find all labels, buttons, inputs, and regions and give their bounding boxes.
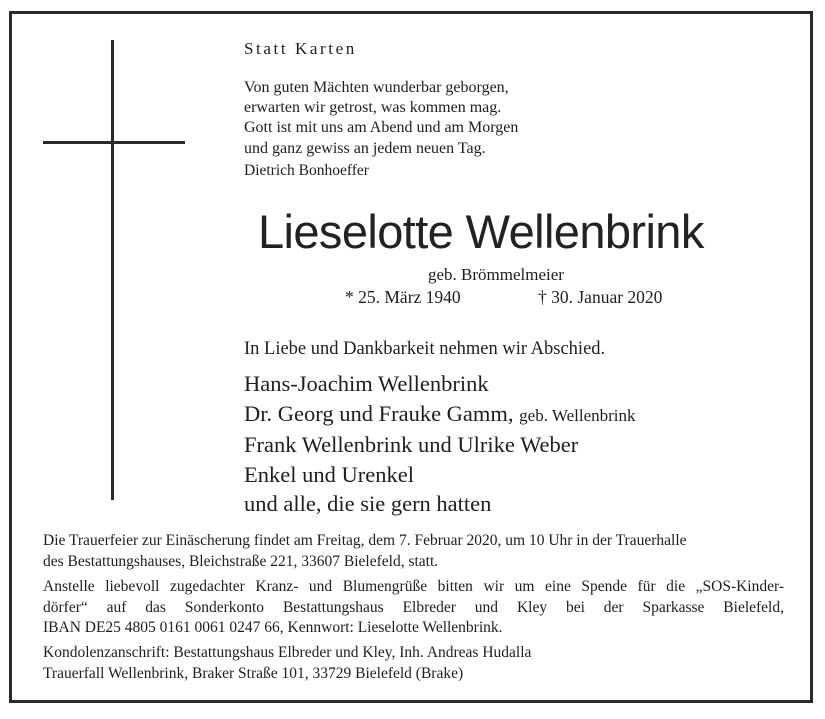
mourner-line: und alle, die sie gern hatten: [244, 491, 492, 517]
mourner-line: Frank Wellenbrink und Ulrike Weber: [244, 432, 579, 458]
statt-karten-heading: Statt Karten: [244, 39, 357, 58]
donation-notice: [43, 577, 784, 639]
notice-line: IBAN DE25 4805 0161 0061 0247 66, Kennwort: Lieselotte Wellenbrink.: [43, 619, 503, 637]
notice-line: Kondolenzanschrift: Bestattungshaus Elbreder und Kley, Inh. Andreas Hudalla: [43, 644, 532, 661]
poem-quote: [244, 78, 518, 159]
birth-name: geb. Brömmelmeier: [428, 265, 564, 284]
notice-line: Die Trauerfeier zur Einäscherung findet am Freitag, dem 7. Februar 2020, um 10 Uhr in der Trauerhalle: [43, 532, 687, 549]
mourner-line: Enkel und Urenkel: [244, 461, 414, 487]
poem-line: und ganz gewiss an jedem neuen Tag.: [244, 139, 486, 157]
poem-line: Von guten Mächten wunderbar geborgen,: [244, 79, 509, 96]
notice-line: des Bestattungshauses, Bleichstraße 221, 33607 Bielefeld, statt.: [43, 552, 439, 570]
poem-line: erwarten wir getrost, was kommen mag.: [244, 99, 502, 117]
death-date: † 30. Januar 2020: [538, 287, 663, 307]
mourner-birth-name: geb. Wellenbrink: [519, 405, 636, 425]
deceased-name: Lieselotte Wellenbrink: [258, 205, 704, 258]
condolence-address: [43, 643, 784, 684]
birth-date: * 25. März 1940: [345, 287, 461, 307]
poem-author: Dietrich Bonhoeffer: [244, 162, 369, 179]
notice-line: Anstelle liebevoll zugedachter Kranz- und Blumengrüße bitten wir um eine Spende für die „SOS-Kinder-: [43, 578, 784, 595]
mourner-line: Hans-Joachim Wellenbrink: [244, 371, 489, 396]
mourners-list: [244, 369, 636, 519]
mourner-line: [244, 399, 636, 431]
notice-line: Trauerfall Wellenbrink, Braker Straße 101, 33729 Bielefeld (Brake): [43, 664, 464, 682]
notice-line: dörfer“ auf das Sonderkonto Bestattungshaus Elbreder und Kley bei der Sparkasse Bielefeld,: [43, 598, 784, 616]
farewell-line: In Liebe und Dankbarkeit nehmen wir Abschied.: [244, 339, 606, 359]
poem-line: Gott ist mit uns am Abend und am Morgen: [244, 119, 519, 137]
mourner-name: Dr. Georg und Frauke Gamm,: [244, 400, 514, 426]
cross-horizontal-bar: [43, 141, 185, 144]
cross-vertical-bar: [111, 40, 114, 500]
funeral-notice: [43, 531, 784, 572]
